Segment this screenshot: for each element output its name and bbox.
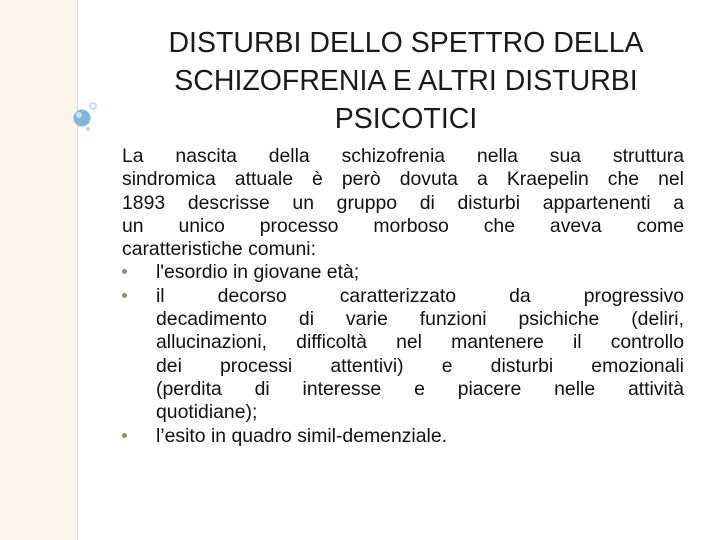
bullet-line: (perdita di interesse e piacere nelle attività [156,377,684,400]
slide-body [122,145,684,448]
slide-title [122,24,690,138]
bullet-item [122,285,684,425]
bullet-line: dei processi attentivi) e disturbi emozionali [156,354,684,377]
bullet-list [122,261,684,447]
bullet-line: l’esito in quadro simil-demenziale. [156,424,447,447]
bullet-line: decadimento di varie funzioni psichiche (deliri, [156,308,684,331]
decor-circle-large [74,110,91,127]
bullet-line: allucinazioni, difficoltà nel mantenere il controllo [156,331,684,354]
decor-circle-highlight [76,112,82,118]
bullet-dot-icon [122,433,127,438]
bullet-line: quotidiane); [156,401,258,424]
bullet-dot-icon [122,269,127,274]
bullet-line: l'esordio in giovane età; [156,261,360,284]
decor-circle-tiny [86,127,90,131]
bullet-dot-icon [122,293,127,298]
decor-circle-small [90,103,96,109]
decorative-circles-icon [60,80,110,140]
intro-line: sindromica attuale è però dovuta a Kraepelin che nel [122,168,684,191]
intro-line: un unico processo morboso che aveva come [122,214,684,237]
intro-line: La nascita della schizofrenia nella sua struttura [122,145,684,167]
title-line: PSICOTICI [334,103,478,135]
bullet-item [122,261,684,284]
title-line: DISTURBI DELLO SPETTRO DELLA [168,27,644,59]
bullet-item [122,425,684,448]
intro-line: caratteristiche comuni: [122,238,316,261]
intro-paragraph [122,145,684,261]
title-line: SCHIZOFRENIA E ALTRI DISTURBI [174,65,638,97]
intro-line: 1893 descrisse un gruppo di disturbi appartenenti a [122,191,684,214]
bullet-line: il decorso caratterizzato da progressivo [156,284,684,307]
